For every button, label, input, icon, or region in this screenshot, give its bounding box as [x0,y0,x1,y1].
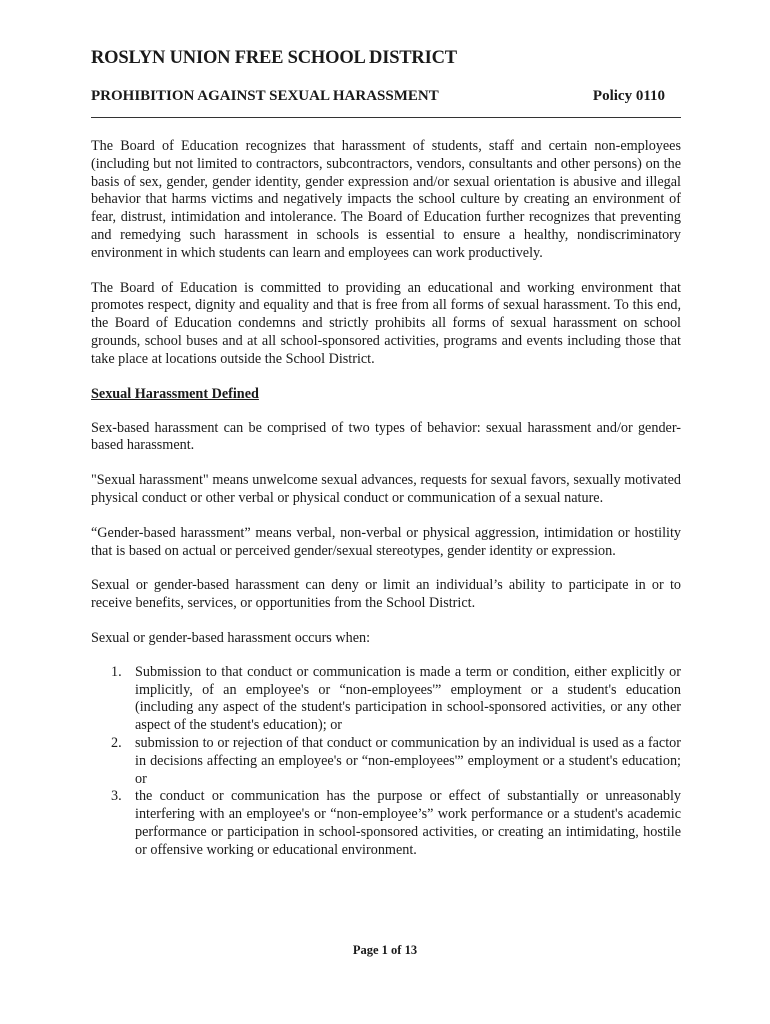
list-item [91,788,681,859]
impact-paragraph: Sexual or gender-based harassment can deny or limit an individual’s ability to participate in or to receive benefits, services, or opportunities from the School District. [91,577,681,612]
definition-gender-based-harassment: “Gender-based harassment” means verbal, non-verbal or physical aggression, intimidation or hostility that is based on actual or perceived gender/sexual stereotypes, gender identity or expression. [91,524,681,559]
district-name: ROSLYN UNION FREE SCHOOL DISTRICT [91,48,457,68]
commitment-paragraph: The Board of Education is committed to providing an educational and working environment that promotes respect, dignity and equality and that is free from all forms of sexual harassment. To this end, the Board of Education condemns and strictly prohibits all forms of sexual harassment on school grounds, school buses and at all school-sponsored activities, programs and events including those that take place at locations outside the School District. [91,279,681,367]
list-item [91,735,681,788]
conditions-list [91,664,681,860]
definition-paragraph-types: Sex-based harassment can be comprised of two types of behavior: sexual harassment and/or gender-based harassment. [91,419,681,454]
list-item [91,664,681,735]
policy-title: PROHIBITION AGAINST SEXUAL HARASSMENT [91,88,439,104]
intro-paragraph: The Board of Education recognizes that harassment of students, staff and certain non-employees (including but not limited to contractors, subcontractors, vendors, consultants and other persons) on the basis of sex, gender, gender identity, gender expression and/or sexual orientation is abusive and illegal behavior that harms victims and negatively impacts the school culture by creating an environment of fear, distrust, intimidation and intolerance. The Board of Education further recognizes that preventing and remedying such harassment in schools is essential to ensure a healthy, nondiscriminatory environment in which students can learn and employees can work productively. [91,138,681,261]
list-item-text: submission to or rejection of that conduct or communication by an individual is used as a factor in decisions affecting an employee's or “non-employees'” employment or a student's education; or [135,734,681,787]
page-footer: Page 1 of 13 [352,943,418,957]
section-heading: Sexual Harassment Defined [91,385,259,402]
list-item-text: Submission to that conduct or communication is made a term or condition, either explicitly or implicitly, of an employee's or “non-employees'” employment or a student's education (including any aspect of the student's participation in school-sponsored activities, or any other aspect of the student's education); or [135,663,681,734]
definition-sexual-harassment: "Sexual harassment" means unwelcome sexual advances, requests for sexual favors, sexually motivated physical conduct or other verbal or physical conduct or communication of a sexual nature. [91,472,681,506]
occurs-when-paragraph: Sexual or gender-based harassment occurs when: [91,629,371,646]
document-page [91,46,681,860]
list-item-number: 2. [111,734,122,751]
header-divider [91,117,681,118]
list-item-number: 1. [111,663,122,680]
policy-header [91,86,681,106]
policy-number: Policy 0110 [592,88,665,104]
list-item-text: the conduct or communication has the purpose or effect of substantially or unreasonably interfering with an employee's or “non-employee’s” work performance or a student's academic performance or participation in school-sponsored activities, or creating an intimidating, hostile or offensive working or educational environment. [135,788,681,858]
list-item-number: 3. [111,788,122,805]
